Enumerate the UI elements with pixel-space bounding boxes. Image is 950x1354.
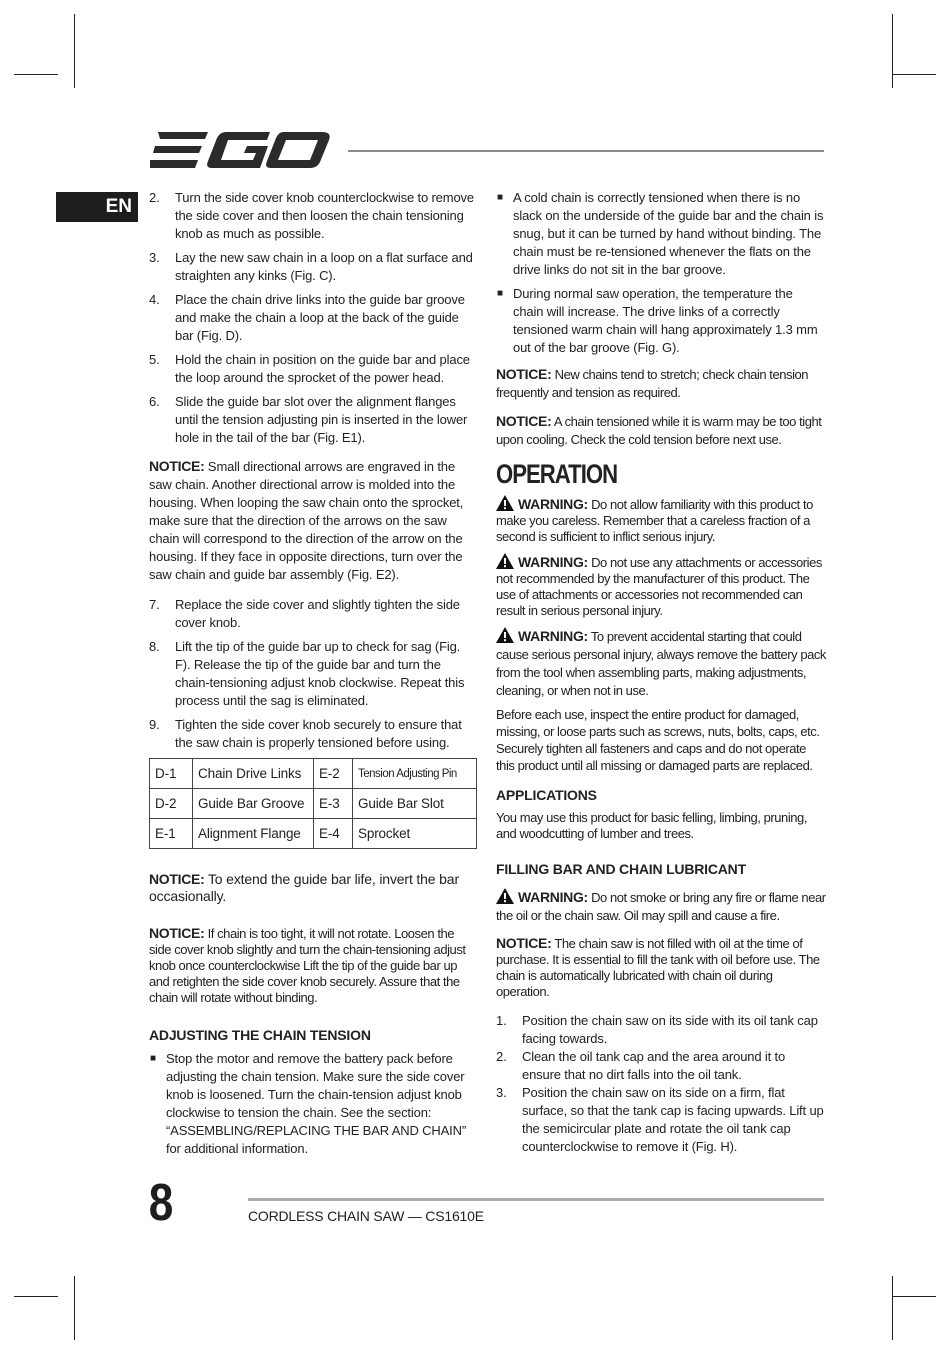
tension-bullets: [496, 189, 826, 357]
crop-mark: [892, 74, 936, 75]
applications-paragraph: You may use this product for basic felling, limbing, pruning, and woodcutting of lumber and trees.: [496, 810, 807, 841]
list-item: 8. Lift the tip of the guide bar up to check for sag (Fig. F). Release the tip of the guide bar and turn the chain-tensioning adjust knob clockwise. Repeat this process until the sag is eliminated.: [149, 639, 465, 708]
page-number: [148, 1176, 174, 1224]
section-heading: APPLICATIONS: [496, 787, 597, 803]
warning-paragraph: WARNING: Do not allow familiarity with this product to make you careless. Remember that a careless fraction of a second is sufficient to inflict serious injury.: [496, 496, 813, 544]
crop-mark: [892, 1276, 893, 1340]
table-cell: E-2: [314, 759, 353, 789]
warning-icon: [496, 495, 514, 511]
warning-icon: [496, 627, 514, 643]
list-item: 7. Replace the side cover and slightly tighten the side cover knob.: [149, 597, 460, 630]
list-item: 3. Position the chain saw on its side on a firm, flat surface, so that the tank cap is facing upwards. Lift up the semicircular plate and rotate the oil tank cap counterclockwise to remove it (Fig. H).: [496, 1085, 824, 1154]
crop-mark: [14, 74, 58, 75]
crop-mark: [892, 1296, 936, 1297]
header-rule: [348, 150, 824, 152]
notice-paragraph: NOTICE: A chain tensioned while it is warm may be too tight upon cooling. Check the cold tension before next use.: [496, 413, 822, 447]
table-cell: Tension Adjusting Pin: [353, 759, 477, 789]
section-heading: ADJUSTING THE CHAIN TENSION: [149, 1027, 371, 1043]
crop-mark: [892, 14, 893, 88]
table-cell: E-3: [314, 789, 353, 819]
warning-paragraph: WARNING: Do not smoke or bring any fire or flame near the oil or the chain saw. Oil may spill and cause a fire.: [496, 889, 826, 923]
table-row: [150, 789, 477, 819]
table-cell: D-1: [150, 759, 193, 789]
table-cell: D-2: [150, 789, 193, 819]
list-item: 4. Place the chain drive links into the guide bar groove and make the chain a loop at the back of the guide bar (Fig. D).: [149, 292, 465, 343]
table-cell: E-1: [150, 819, 193, 849]
table-cell: Guide Bar Groove: [193, 789, 314, 819]
left-column: [149, 189, 477, 1164]
crop-mark: [14, 1296, 58, 1297]
list-item: 3. Lay the new saw chain in a loop on a flat surface and straighten any kinks (Fig. C).: [149, 250, 473, 283]
section-title: OPERATION: [496, 459, 618, 489]
notice-paragraph: NOTICE: If chain is too tight, it will not rotate. Loosen the side cover knob slightly and turn the chain-tensioning adjust knob once counterclockwise Lift the tip of the guide bar up and retighten the side cover knob securely. Assure that the chain will rotate without binding.: [149, 925, 466, 1005]
warning-icon: [496, 888, 514, 904]
list-item: 6. Slide the guide bar slot over the alignment flanges until the tension adjusting pin is inserted in the lower hole in the tail of the bar (Fig. E1).: [149, 394, 468, 445]
crop-mark: [74, 1276, 75, 1340]
steps-list-a: [149, 189, 477, 447]
list-item: 5. Hold the chain in position on the guide bar and place the loop around the sprocket of the power head.: [149, 352, 470, 385]
table-cell: E-4: [314, 819, 353, 849]
adjusting-bullets: [149, 1050, 477, 1158]
svg-text:8: 8: [148, 1176, 174, 1224]
ego-logo: [150, 128, 332, 172]
table-cell: Alignment Flange: [193, 819, 314, 849]
section-heading: FILLING BAR AND CHAIN LUBRICANT: [496, 861, 746, 877]
table-row: [150, 759, 477, 789]
list-item: 2. Clean the oil tank cap and the area around it to ensure that no dirt falls into the oil tank.: [496, 1049, 786, 1082]
parts-table: [149, 758, 477, 849]
filling-steps: [496, 1012, 826, 1156]
list-item: 9. Tighten the side cover knob securely to ensure that the saw chain is properly tensioned before using.: [149, 717, 462, 750]
list-item: ■ During normal saw operation, the temperature the chain will increase. The drive links of a correctly tensioned warm chain will hang approximately 1.3 mm out of the bar groove (Fig. G).: [497, 286, 818, 355]
list-item: ■ Stop the motor and remove the battery pack before adjusting the chain tension. Make sure the side cover knob is loosened. Turn the chain-tension adjust knob clockwise to tension the chain. See the section: “ASSEMBLING/REPLACING THE BAR AND CHAIN” for additional information.: [150, 1051, 467, 1156]
warning-icon: [496, 553, 514, 569]
footer-rule: [248, 1198, 824, 1201]
notice-paragraph: NOTICE: The chain saw is not filled with oil at the time of purchase. It is essential to fill the tank with oil before use. The chain is automatically lubricated with chain oil during operation.: [496, 935, 820, 999]
crop-mark: [74, 14, 75, 88]
list-item: 2. Turn the side cover knob counterclockwise to remove the side cover and then loosen the chain tensioning knob as much as possible.: [149, 190, 474, 241]
list-item: 1. Position the chain saw on its side with its oil tank cap facing towards.: [496, 1013, 818, 1046]
right-column: [496, 189, 826, 1156]
list-item: ■ A cold chain is correctly tensioned when there is no slack on the underside of the guide bar and the chain is snug, but it can be turned by hand without binding. The chain must be re-tensioned whenever the flats on the drive links do not sit in the bar groove.: [497, 190, 824, 277]
notice-paragraph: NOTICE: Small directional arrows are engraved in the saw chain. Another directional arrow is molded into the housing. When looping the saw chain onto the sprocket, make sure that the direction of the arrows on the saw chain will correspond to the direction of the arrow on the housing. If they face in opposite directions, turn over the saw chain and guide bar assembly (Fig. E2).: [149, 458, 464, 582]
table-cell: Sprocket: [353, 819, 477, 849]
steps-list-b: [149, 596, 477, 752]
notice-paragraph: NOTICE: New chains tend to stretch; check chain tension frequently and tension as required.: [496, 366, 809, 400]
table-cell: Chain Drive Links: [193, 759, 314, 789]
inspect-paragraph: Before each use, inspect the entire product for damaged, missing, or loose parts such as screws, nuts, bolts, caps, etc. Securely tighten all fasteners and caps and do not operate this product until all missing or damaged parts are replaced.: [496, 707, 820, 773]
table-row: [150, 819, 477, 849]
warning-paragraph: WARNING: To prevent accidental starting that could cause serious personal injury, always remove the battery pack from the tool when assembling parts, making adjustments, cleaning, or when not in use.: [496, 628, 826, 698]
warning-paragraph: WARNING: Do not use any attachments or accessories not recommended by the manufacturer of this product. The use of attachments or accessories not recommended can result in serious personal injury.: [496, 554, 822, 618]
language-tab: EN: [56, 192, 138, 222]
footer-title: CORDLESS CHAIN SAW — CS1610E: [248, 1208, 484, 1224]
notice-paragraph: NOTICE: To extend the guide bar life, invert the bar occasionally.: [149, 871, 459, 904]
table-cell: Guide Bar Slot: [353, 789, 477, 819]
